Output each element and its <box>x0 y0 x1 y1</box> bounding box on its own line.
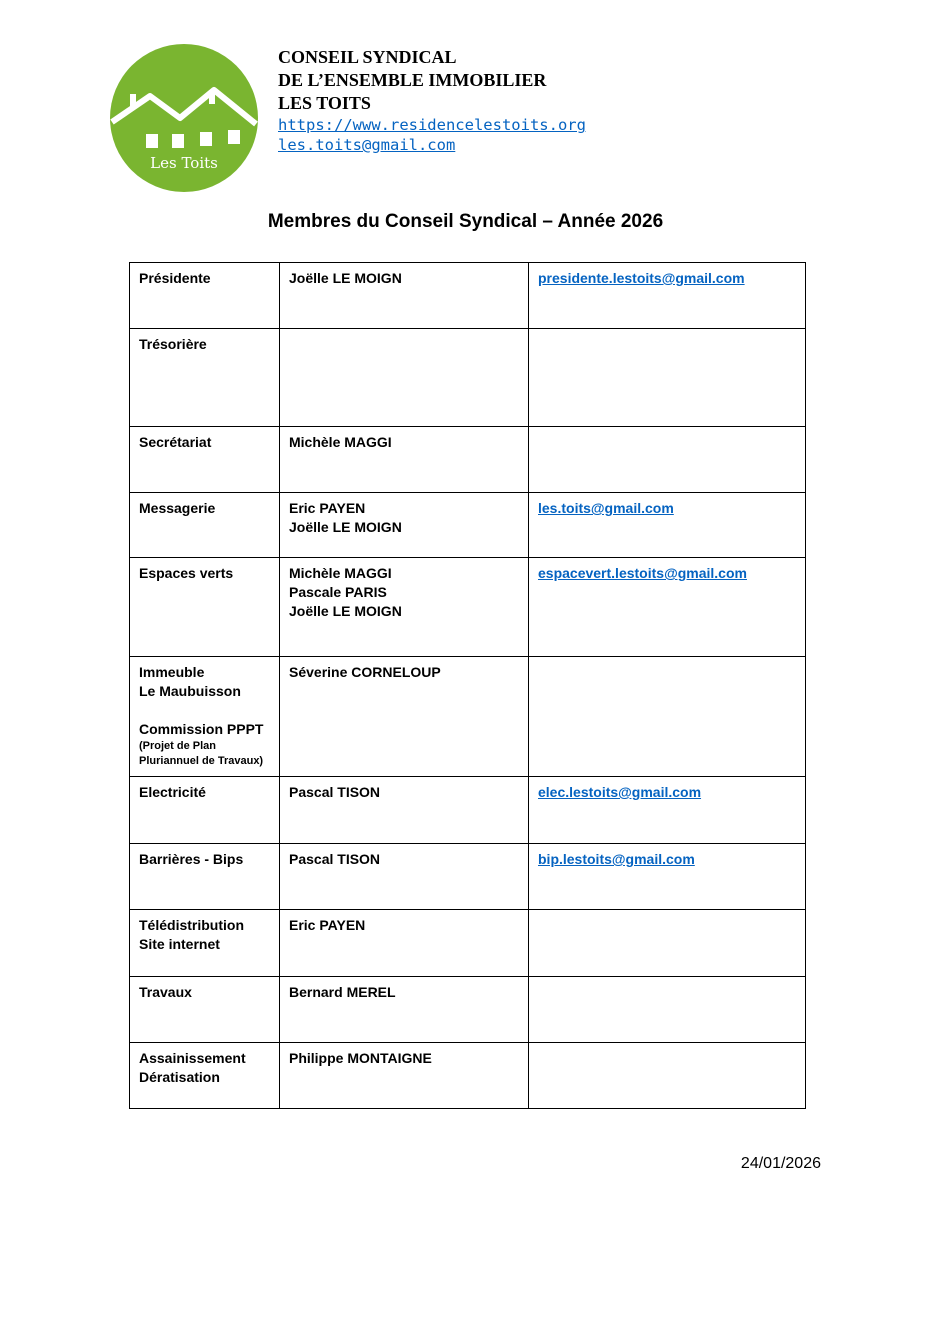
document-date: 24/01/2026 <box>740 1155 821 1172</box>
members-table <box>129 262 806 1109</box>
org-header <box>278 46 586 155</box>
table-row <box>130 657 806 777</box>
members-cell: Philippe MONTAIGNE <box>280 1043 529 1109</box>
table-row <box>130 977 806 1043</box>
table-row <box>130 844 806 910</box>
role-cell: Assainissement Dératisation <box>130 1043 280 1109</box>
role-cell: Electricité <box>130 777 280 844</box>
role-cell: Barrières - Bips <box>130 844 280 910</box>
org-name-line-1: CONSEIL SYNDICAL <box>278 47 457 67</box>
email-cell <box>529 977 806 1043</box>
members-cell: Joëlle LE MOIGN <box>280 263 529 329</box>
role-cell: Espaces verts <box>130 558 280 657</box>
members-cell: Pascal TISON <box>280 844 529 910</box>
email-cell <box>529 263 806 329</box>
members-cell <box>280 329 529 427</box>
email-link[interactable]: espacevert.lestoits@gmail.com <box>538 565 747 581</box>
email-link[interactable]: bip.lestoits@gmail.com <box>538 851 695 867</box>
table-row <box>130 329 806 427</box>
members-cell: Michèle MAGGI Pascale PARIS Joëlle LE MOIGN <box>280 558 529 657</box>
members-cell: Séverine CORNELOUP <box>280 657 529 777</box>
les-toits-logo <box>110 44 258 192</box>
table-row <box>130 1043 806 1109</box>
table-row <box>130 910 806 977</box>
email-cell <box>529 910 806 977</box>
table-row <box>130 263 806 329</box>
email-link[interactable]: presidente.lestoits@gmail.com <box>538 270 745 286</box>
role-cell: Messagerie <box>130 493 280 558</box>
role-cell: Travaux <box>130 977 280 1043</box>
role-cell: Secrétariat <box>130 427 280 493</box>
page-title: Membres du Conseil Syndical – Année 2026 <box>267 211 664 232</box>
members-cell: Eric PAYEN Joëlle LE MOIGN <box>280 493 529 558</box>
members-cell: Bernard MEREL <box>280 977 529 1043</box>
email-cell <box>529 657 806 777</box>
contact-email-link[interactable]: les.toits@gmail.com <box>278 136 456 154</box>
email-cell <box>529 777 806 844</box>
website-link[interactable]: https://www.residencelestoits.org <box>278 116 586 134</box>
role-cell: Immeuble Le Maubuisson Commission PPPT (Projet de Plan Pluriannuel de Travaux) <box>130 657 280 777</box>
org-name-line-3: LES TOITS <box>278 93 371 113</box>
email-link[interactable]: elec.lestoits@gmail.com <box>538 784 702 800</box>
role-cell: Télédistribution Site internet <box>130 910 280 977</box>
role-cell: Trésorière <box>130 329 280 427</box>
table-row <box>130 427 806 493</box>
members-cell: Pascal TISON <box>280 777 529 844</box>
email-cell <box>529 844 806 910</box>
table-row <box>130 493 806 558</box>
table-row <box>130 558 806 657</box>
email-cell <box>529 329 806 427</box>
email-link[interactable]: les.toits@gmail.com <box>538 500 674 516</box>
table-row <box>130 777 806 844</box>
role-cell: Présidente <box>130 263 280 329</box>
email-cell <box>529 558 806 657</box>
members-cell: Michèle MAGGI <box>280 427 529 493</box>
email-cell <box>529 427 806 493</box>
email-cell <box>529 1043 806 1109</box>
org-name-line-2: DE L’ENSEMBLE IMMOBILIER <box>278 70 547 90</box>
members-cell: Eric PAYEN <box>280 910 529 977</box>
email-cell <box>529 493 806 558</box>
logo-text: Les Toits <box>150 154 218 172</box>
